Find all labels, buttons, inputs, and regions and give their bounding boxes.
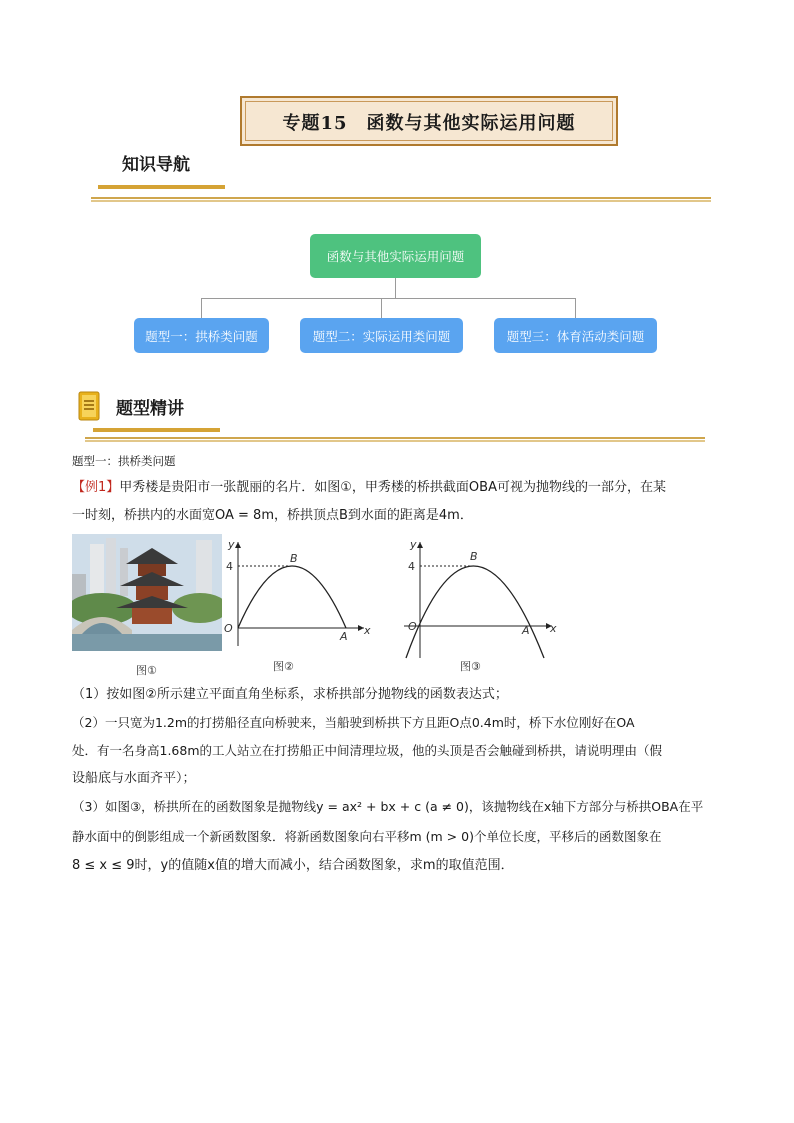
mindmap-connector	[201, 298, 202, 318]
section-divider-shadow	[91, 200, 711, 202]
example-tag: 【例1】	[72, 480, 120, 495]
section-divider-shadow	[85, 440, 705, 442]
title-box	[240, 96, 618, 146]
point-b-label: B	[470, 550, 478, 563]
mindmap-connector	[201, 298, 576, 299]
origin-label: O	[408, 620, 417, 633]
section-underline	[93, 428, 220, 432]
question-3-line-1: （3）如图③，桥拱所在的函数图象是抛物线y = ax² + bx + c (a ≠ 0)，该抛物线在x轴下方部分与桥拱OBA在平	[72, 799, 704, 814]
question-2-line-3: 设船底与水面齐平）；	[72, 771, 196, 786]
figure-3-caption: 图③	[460, 660, 481, 673]
notebook-icon	[78, 391, 100, 421]
axis-y-label: y	[410, 538, 417, 551]
axis-x-label: x	[364, 624, 371, 637]
example-text: 甲秀楼是贵阳市一张靓丽的名片．如图①，甲秀楼的桥拱截面OBA可视为抛物线的一部分，在某	[119, 480, 666, 495]
figure-2-caption: 图②	[273, 660, 294, 673]
figure-2	[224, 536, 372, 648]
photo-jiaxiu-tower	[72, 534, 222, 651]
topic-heading: 题型一：拱桥类问题	[72, 454, 176, 468]
question-3-line-2: 静水面中的倒影组成一个新函数图象．将新函数图象向右平移m (m > 0)个单位长度，平移后的函数图象在	[72, 829, 662, 844]
value-4-label: 4	[226, 560, 233, 573]
section-divider	[91, 197, 711, 199]
page-title: 专题15 函数与其他实际运用问题	[282, 113, 576, 134]
axis-x-label: x	[550, 622, 557, 635]
question-2-line-2: 处．有一名身高1.68m的工人站立在打捞船正中间清理垃圾，他的头顶是否会触碰到桥拱，请说明理由（假	[72, 743, 663, 758]
mindmap-connector	[575, 298, 576, 318]
example-line-1	[72, 474, 666, 501]
mindmap-child-1: 题型一：拱桥类问题	[134, 318, 269, 353]
mindmap-child-3: 题型三：体育活动类问题	[494, 318, 657, 353]
question-1: （1）按如图②所示建立平面直角坐标系，求桥拱部分抛物线的函数表达式；	[72, 687, 508, 702]
section-topic-explain: 题型精讲	[116, 399, 184, 419]
section-knowledge-nav: 知识导航	[122, 155, 190, 175]
point-a-label: A	[340, 630, 348, 643]
mindmap-root: 函数与其他实际运用问题	[310, 234, 481, 278]
mindmap-child-2: 题型二：实际运用类问题	[300, 318, 463, 353]
point-b-label: B	[290, 552, 298, 565]
question-3-line-3: 8 ≤ x ≤ 9时，y的值随x值的增大而减小，结合函数图象，求m的取值范围．	[72, 858, 514, 873]
figure-1-caption: 图①	[136, 664, 157, 677]
mindmap-connector	[395, 278, 396, 298]
origin-label: O	[224, 622, 233, 635]
figure-3	[400, 536, 560, 660]
question-2-line-1: （2）一只宽为1.2m的打捞船径直向桥驶来，当船驶到桥拱下方且距O点0.4m时，桥下水位刚好在OA	[72, 715, 635, 730]
section-divider	[85, 437, 705, 439]
mindmap-connector	[381, 298, 382, 318]
axis-y-label: y	[228, 538, 235, 551]
point-a-label: A	[522, 624, 530, 637]
section-underline	[98, 185, 225, 189]
value-4-label: 4	[408, 560, 415, 573]
example-line-2: 一时刻，桥拱内的水面宽OA = 8m，桥拱顶点B到水面的距离是4m．	[72, 508, 473, 523]
